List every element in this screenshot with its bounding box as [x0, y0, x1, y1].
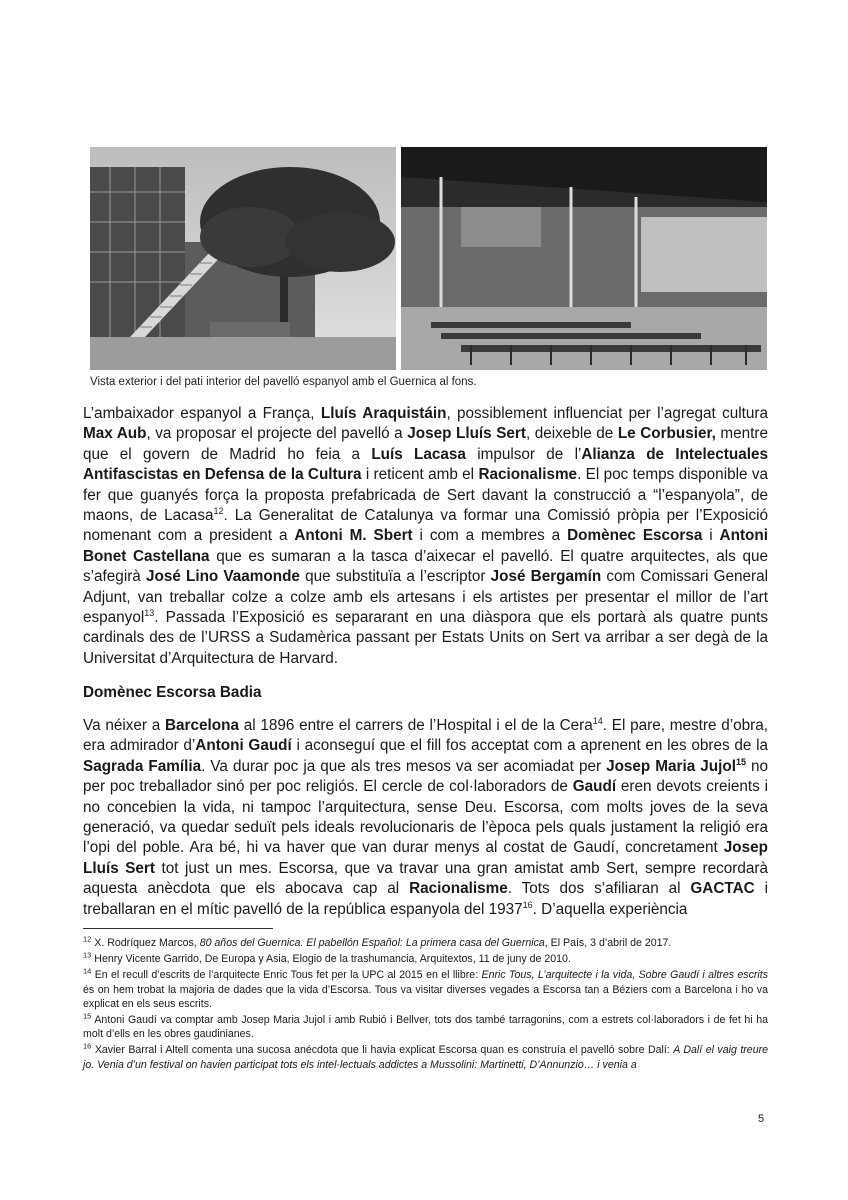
- text-run: Xavier Barral i Altell comenta una sucosa anécdota que li havia explicat Escorsa quan es construía el pavelló sobre Dalí:: [91, 1044, 674, 1057]
- page-number: 5: [758, 1113, 765, 1125]
- text-run: Domènec Escorsa: [567, 527, 703, 545]
- footnote-12: [83, 936, 768, 950]
- text-run: . El poc temps disponible va fer que guanyés força la proposta prefabricada de Sert davant la construcció a “l’espanyola”, de maons, de Lacasa: [83, 466, 769, 525]
- text-run: i reticent amb el: [361, 466, 479, 484]
- text-run: Racionalisme: [478, 466, 578, 484]
- text-run: Racionalisme: [409, 880, 508, 898]
- footnote-ref: 15: [735, 756, 746, 767]
- text-run: . D’aquella experiència: [532, 900, 688, 918]
- text-run: Lluís Araquistáin: [320, 405, 447, 422]
- text-run: Va néixer a: [83, 717, 165, 734]
- text-run: 80 años del Guernica. El pabellón Español: La primera casa del Guernica: [199, 937, 545, 949]
- text-run: . Va durar poc ja que als tres mesos va ser acomiadat per: [201, 757, 607, 775]
- text-run: i aconseguí que el fill fos acceptat com a aprenent en les obres de la: [291, 737, 768, 755]
- footnote-divider: [83, 928, 273, 929]
- text-run: , possiblement influenciat per l’agregat cultura: [446, 405, 768, 422]
- text-run: i: [702, 527, 720, 545]
- footnote-15: [83, 1013, 768, 1041]
- footnote-ref: 16: [522, 899, 533, 910]
- text-run: mentre que el govern de Madrid ho feia a: [83, 425, 768, 463]
- text-run: , El País, 3 d’abril de 2017.: [544, 937, 672, 949]
- text-run: Henry Vicente Garrido, De Europa y Asia, Elogio de la trashumancia, Arquitextos, 11 de juny de 2010.: [91, 953, 571, 966]
- footnote-ref: 13: [144, 607, 155, 618]
- footnote-ref: 13: [83, 950, 92, 960]
- exterior-photo-image: [90, 147, 396, 370]
- exterior-photo: [90, 147, 396, 370]
- text-run: X. Rodríquez Marcos,: [91, 937, 200, 949]
- text-run: Antoni Bonet Castellana: [83, 527, 768, 565]
- text-run: , deixeble de: [525, 425, 618, 443]
- section-heading: Domènec Escorsa Badia: [83, 684, 262, 701]
- text-run: Antoni M. Sbert: [294, 527, 413, 545]
- text-run: impulsor de l’: [465, 445, 582, 463]
- footnote-ref: 16: [83, 1041, 92, 1051]
- footnote-16: [83, 1043, 768, 1071]
- text-run: tot just un mes. Escorsa, que va travar una gran amistat amb Sert, sempre recordarà aquesta anècdota que els abocava cap al: [83, 859, 769, 898]
- footnote-ref: 12: [83, 934, 92, 944]
- text-run: Max Aub: [83, 425, 147, 443]
- text-run: Sagrada Família: [83, 757, 202, 775]
- text-run: , va proposar el projecte del pavelló a: [146, 425, 408, 443]
- text-run: i com a membres a: [412, 527, 568, 545]
- footnote-ref: 15: [83, 1011, 92, 1021]
- interior-patio-photo: [401, 147, 767, 370]
- text-run: Barcelona: [165, 717, 239, 734]
- figure-caption: Vista exterior i del pati interior del pavelló espanyol amb el Guernica al fons.: [90, 376, 477, 388]
- footnote-14: [83, 968, 768, 1011]
- text-run: com Comissari General Adjunt, van treballar colze a colze amb els artesans i els artistes per presentar el millor de l’art espanyol: [83, 568, 768, 627]
- footnote-ref: 14: [83, 966, 92, 976]
- footnotes: [83, 936, 768, 1074]
- text-run: . La Generalitat de Catalunya va formar una Comissió pròpia per l’Exposició nomenant com a president a: [83, 507, 768, 545]
- text-run: Luís Lacasa: [371, 445, 466, 463]
- text-run: Gaudí: [572, 778, 617, 796]
- text-run: . El pare, mestre d’obra, era admirador d’: [83, 717, 768, 755]
- text-run: és on hem trobat la majoria de dades que la vida d’Escorsa. Tous va visitar diverses vegades a Escorsa tan a Béziers com a Barcelona i ho va explicat en els seus escrits.: [83, 983, 768, 1010]
- footnote-ref: 14: [592, 715, 603, 726]
- text-run: A Dalí el vaig treure jo. Venia d’un festival on havien participat tots els intel·lectuals addictes a Mussolini: Martinetti, D’Annunzio… i venia a: [83, 1044, 768, 1071]
- text-run: Antoni Gaudí va comptar amb Josep Maria Jujol i amb Rubió i Bellver, tots dos també tarragonins, com a estrets col·laboradors i de fet hi ha molt d’ells en les obres gaudinianes.: [83, 1014, 768, 1041]
- text-run: Enric Tous, L’arquitecte i la vida, Sobre Gaudí i altres escrits: [481, 969, 768, 982]
- text-run: eren devots creients i no concebien la vida, ni tampoc l’arquitectura, sense Deu. Escorsa, com molts joves de la seva generació, va quedar seduït pels ideals revolucionaris de l’època pels quals justament la religió era l’opi del poble. Ara bé, hi va haver que van durar menys al costat de Gaudí, concretament: [83, 778, 768, 857]
- body-paragraph-1: [83, 404, 768, 669]
- text-run: Antoni Gaudí: [195, 737, 292, 755]
- text-run: José Lino Vaamonde: [145, 568, 300, 586]
- text-run: no per poc treballador sinó per poc religiós. El cercle de col·laboradors de: [83, 757, 768, 796]
- text-run: Josep Maria Jujol: [606, 757, 736, 775]
- text-run: L’ambaixador espanyol a França,: [83, 405, 321, 422]
- text-run: al 1896 entre el carrers de l’Hospital i el de la Cera: [238, 717, 593, 734]
- text-run: Alianza de Intelectuales Antifascistas en Defensa de la Cultura: [83, 445, 768, 484]
- text-run: que substituïa a l’escriptor: [299, 568, 491, 586]
- text-run: Le Corbusier,: [617, 425, 716, 443]
- text-run: GACTAC: [690, 880, 755, 898]
- footnote-13: [83, 952, 768, 966]
- text-run: i treballaran en el mític pavelló de la república espanyola del 1937: [83, 880, 768, 918]
- text-run: . Tots dos s’afiliaran al: [507, 880, 691, 898]
- text-run: Josep Lluís Sert: [83, 839, 768, 877]
- text-run: Josep Lluís Sert: [407, 425, 526, 443]
- text-run: En el recull d’escrits de l’arquitecte Enric Tous fet per la UPC al 2015 en el llibre:: [91, 969, 482, 982]
- footnote-ref: 12: [213, 505, 224, 516]
- body-paragraph-2: [83, 716, 768, 920]
- text-run: que es sumaran a la tasca d’aixecar el pavelló. El quatre arquitectes, als que s’afegirà: [83, 547, 768, 586]
- text-run: . Passada l’Exposició es separarant en una diàspora que els portarà als quatre punts cardinals des de l’URSS a Sudamèrica passant per Estats Units on Sert va arribar a ser degà de la Universitat d’Arquitectura de Harvard.: [83, 609, 768, 667]
- text-run: José Bergamín: [490, 568, 602, 586]
- interior-patio-image: [401, 147, 767, 370]
